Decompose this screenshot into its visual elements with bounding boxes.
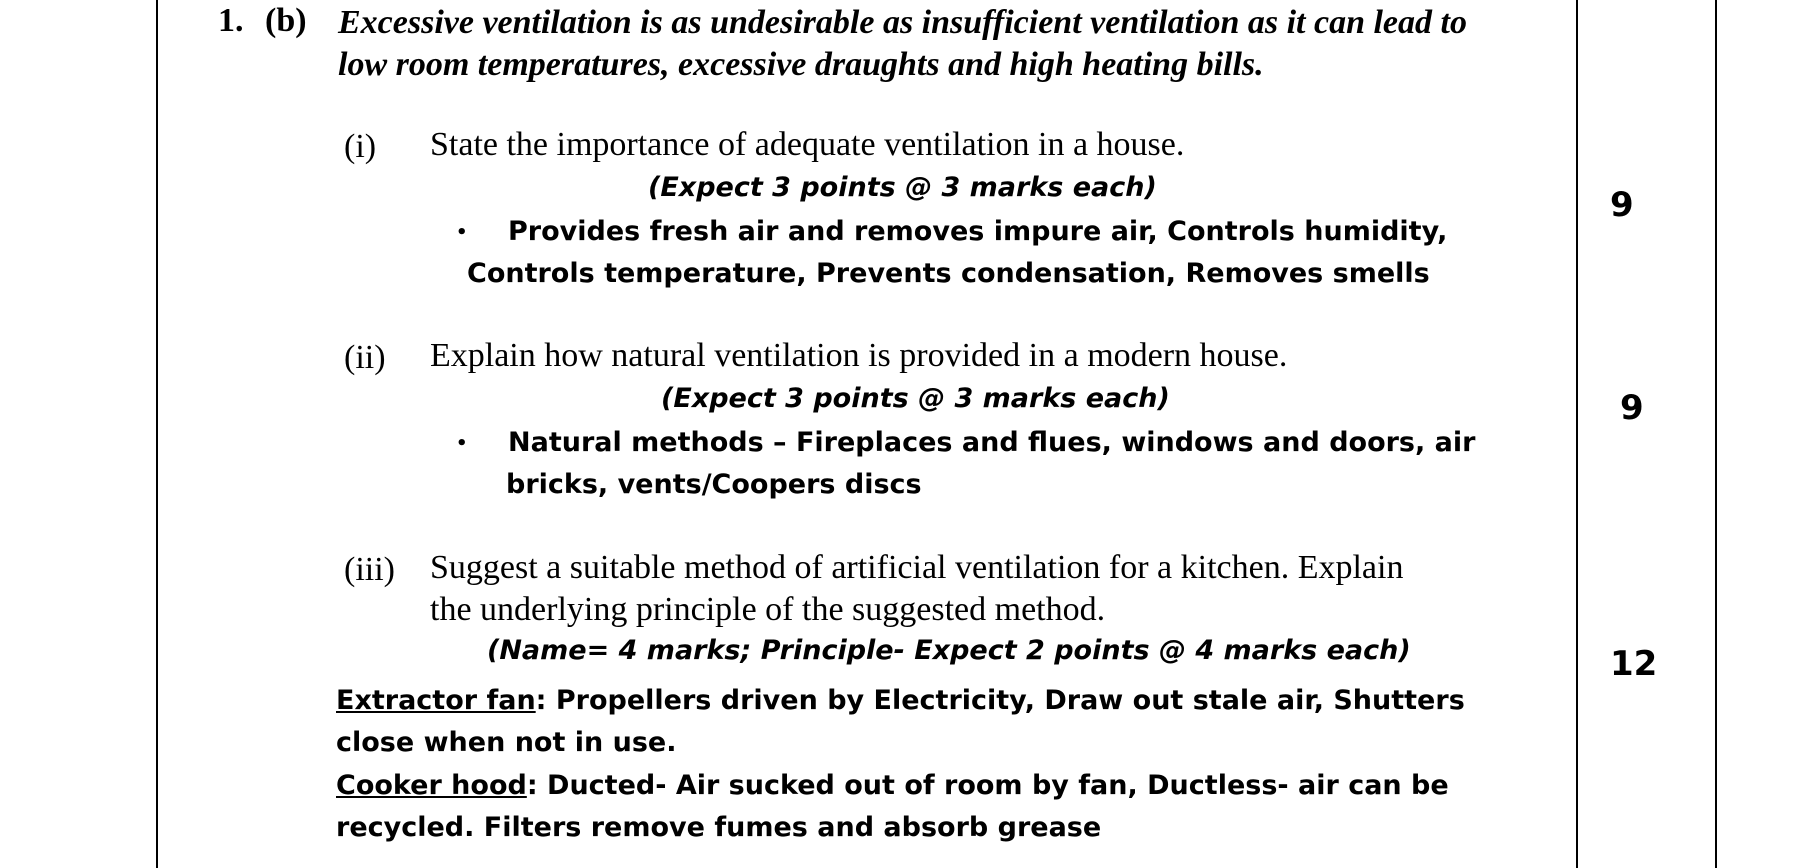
answer-extractor-fan	[336, 680, 1465, 764]
answer-i-line-2: Controls temperature, Prevents condensation, Removes smells	[467, 258, 1430, 289]
table-border-right	[1715, 0, 1717, 868]
answer-term-cooker-hood: Cooker hood	[336, 770, 527, 801]
question-number: 1.	[218, 2, 244, 39]
answer-extractor-fan-line-2: close when not in use.	[336, 727, 677, 758]
sub-question-text-iii-line-2: the underlying principle of the suggested method.	[430, 591, 1106, 628]
answer-term-extractor-fan: Extractor fan	[336, 685, 536, 716]
sub-question-text-iii	[430, 547, 1403, 631]
sub-question-label-ii: (ii)	[344, 339, 386, 376]
answer-cooker-hood-text: : Ducted- Air sucked out of room by fan, Ductless- air can be	[526, 770, 1449, 801]
sub-question-text-i: State the importance of adequate ventilation in a house.	[430, 126, 1185, 163]
answer-extractor-fan-line-1	[336, 680, 1465, 722]
answer-ii-line-2: bricks, vents/Coopers discs	[506, 469, 922, 500]
answer-i-line-1: Provides fresh air and removes impure air, Controls humidity,	[508, 216, 1448, 247]
question-part: (b)	[265, 2, 307, 39]
sub-question-label-i: (i)	[344, 128, 377, 165]
table-border-marks-divider	[1576, 0, 1578, 868]
sub-question-text-ii: Explain how natural ventilation is provided in a modern house.	[430, 337, 1288, 374]
sub-question-text-iii-line-1: Suggest a suitable method of artificial ventilation for a kitchen. Explain	[430, 549, 1404, 586]
answer-ii-line-1: Natural methods – Fireplaces and flues, windows and doors, air	[508, 427, 1476, 458]
answer-cooker-hood	[336, 765, 1449, 849]
answer-extractor-fan-text: : Propellers driven by Electricity, Draw out stale air, Shutters	[535, 685, 1465, 716]
expect-note-i: (Expect 3 points @ 3 marks each)	[648, 172, 1157, 203]
marks-ii: 9	[1620, 388, 1644, 428]
expect-note-ii: (Expect 3 points @ 3 marks each)	[661, 383, 1170, 414]
answer-cooker-hood-line-1	[336, 765, 1449, 807]
bullet-icon: •	[456, 433, 468, 454]
question-stem-line-1: Excessive ventilation is as undesirable as insufficient ventilation as it can lead to	[338, 4, 1467, 41]
question-stem	[338, 2, 1467, 86]
marks-iii: 12	[1610, 644, 1658, 684]
question-stem-line-2: low room temperatures, excessive draughts and high heating bills.	[338, 46, 1264, 83]
expect-note-iii: (Name= 4 marks; Principle- Expect 2 points @ 4 marks each)	[487, 635, 1411, 666]
answer-cooker-hood-line-2: recycled. Filters remove fumes and absorb grease	[336, 812, 1102, 843]
sub-question-label-iii: (iii)	[344, 551, 395, 588]
table-border-left	[156, 0, 158, 868]
bullet-icon: •	[456, 222, 468, 243]
marks-i: 9	[1610, 185, 1634, 225]
